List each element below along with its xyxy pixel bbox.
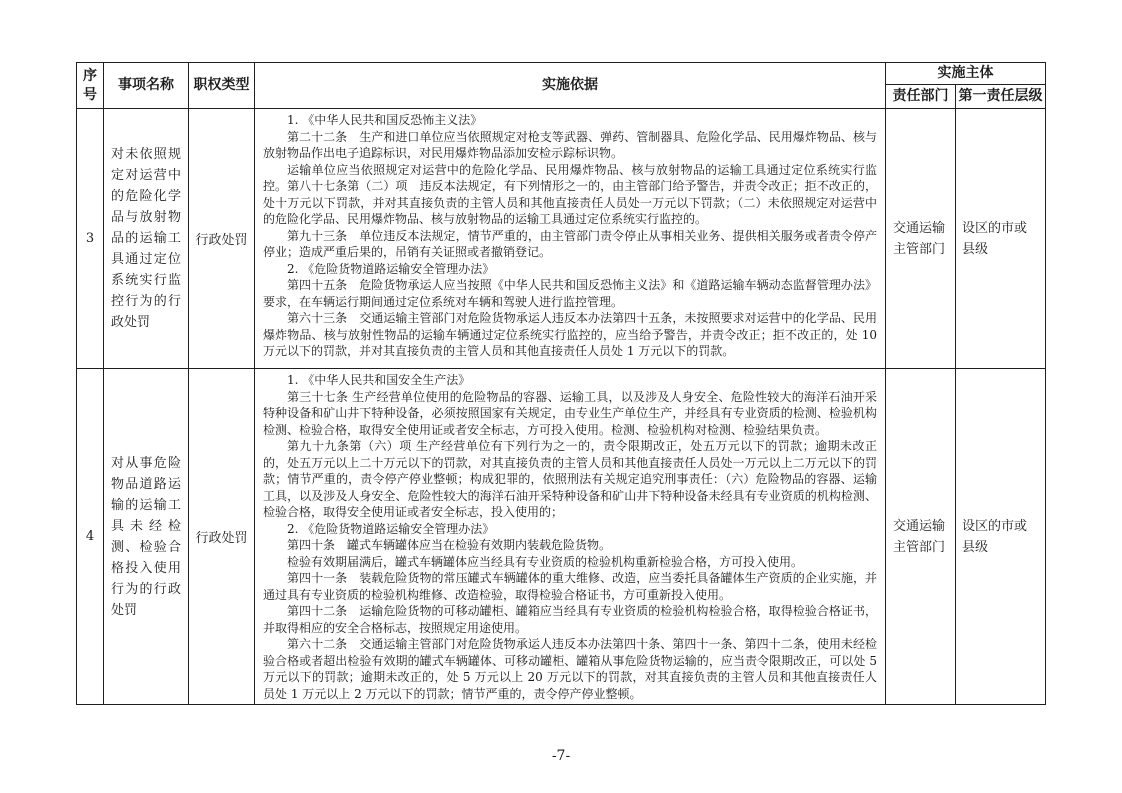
item-3-responsibility-level: 设区的市或县级 [956,109,1046,369]
header-row-top [77,63,1046,85]
item-4-implementation-basis [255,369,886,705]
table-row-item-4 [77,369,1046,705]
item-3-name: 对未依照规定对运营中的危险化学品与放射物品的运输工具通过定位系统实行监控行为的行政处罚 [104,109,189,369]
law-paragraph: 第六十三条 交通运输主管部门对危险货物承运人违反本办法第四十五条，未按照要求对运营中的化学品、民用爆炸物品、核与放射性物品的运输车辆通过定位系统实行监控的，应当给予警告，并责令改正；拒不改正的，处 10 万元以下的罚款，并对其直接负责的主管人员和其他直接责任人员处 1 万元以下的罚款。 [263,311,877,358]
law-paragraph: 第九十三条 单位违反本法规定，情节严重的，由主管部门责令停止从事相关业务、提供相关服务或者责令停产停业；造成严重后果的，吊销有关证照或者撤销登记。 [263,228,877,259]
law-paragraph: 检验有效期届满后，罐式车辆罐体应当经具有专业资质的检验机构重新检验合格，方可投入使用。 [287,554,804,569]
law-paragraph: 第四十五条 危险货物承运人应当按照《中华人民共和国反恐怖主义法》和《道路运输车辆动态监督管理办法》要求，在车辆运行期间通过定位系统对车辆和驾驶人进行监控管理。 [263,278,877,309]
law-paragraph: 第四十一条 装载危险货物的常压罐式车辆罐体的重大维修、改造，应当委托具备罐体生产资质的企业实施，并通过具有专业资质的检验机构维修、改造检验，取得检验合格证书，方可重新投入使用。 [263,571,877,602]
item-4-responsibility-level: 设区的市或县级 [956,369,1046,705]
column-header-item-name: 事项名称 [104,63,189,109]
law-paragraph: 2. 《危险货物道路运输安全管理办法》 [287,261,495,276]
law-paragraph: 第二十二条 生产和进口单位应当依照规定对枪支等武器、弹药、管制器具、危险化学品、民用爆炸物品、核与放射物品作出电子追踪标识，对民用爆炸物品添加安检示踪标识物。 [263,129,877,160]
table-row-item-3 [77,109,1046,369]
item-4-responsible-department: 交通运输主管部门 [886,369,956,705]
item-4-index: 4 [77,369,104,705]
page-number: -7- [551,748,571,764]
column-header-implementation-subject: 实施主体 [886,63,1046,85]
law-paragraph: 第四十二条 运输危险货物的可移动罐柜、罐箱应当经具有专业资质的检验机构检验合格，取得检验合格证书，并取得相应的安全合格标志，按照规定用途使用。 [263,604,877,635]
column-header-index: 序号 [77,63,104,109]
column-header-responsible-department: 责任部门 [886,85,956,109]
item-3-authority-type: 行政处罚 [189,109,255,369]
law-paragraph: 第六十二条 交通运输主管部门对危险货物承运人违反本办法第四十条、第四十一条、第四十二条，使用未经检验合格或者超出检验有效期的罐式车辆罐体、可移动罐柜、罐箱从事危险货物运输的，应当责令限期改正，可以处 5 万元以下的罚款；逾期未改正的，处 5 万元以上 20 万元以下的罚款，对其直接负责的主管人员和其他直接责任人员处 1 万元以上 2 万元以下的罚款；情节严重的，责令停产停业整顿。 [263,637,877,701]
item-4-name: 对从事危险物品道路运输的运输工具未经检测、检验合格投入使用行为的行政处罚 [104,369,189,705]
law-paragraph: 第三十七条 生产经营单位使用的危险物品的容器、运输工具，以及涉及人身安全、危险性较大的海洋石油开采特种设备和矿山井下特种设备，必须按照国家有关规定，由专业生产单位生产，并经具有专业资质的检测、检验机构检测、检验合格，取得安全使用证或者安全标志，方可投入使用。检测、检验机构对检测、检验结果负责。 [263,389,877,437]
item-4-authority-type: 行政处罚 [189,369,255,705]
law-paragraph: 1. 《中华人民共和国反恐怖主义法》 [287,113,483,127]
law-paragraph: 2. 《危险货物道路运输安全管理办法》 [287,521,495,536]
law-paragraph: 1. 《中华人民共和国安全生产法》 [287,373,471,387]
law-paragraph: 运输单位应当依照规定对运营中的危险化学品、民用爆炸物品、核与放射物品的运输工具通过定位系统实行监控。第八十七条第（二）项 违反本法规定，有下列情形之一的，由主管部门给予警告，并责令改正；拒不改正的，处十万元以下罚款，并对其直接负责的主管人员和其他直接责任人员处一万元以下罚款；（二）未依照规定对运营中的危险化学品、民用爆炸物品、核与放射物品的运输工具通过定位系统实行监控的。 [263,162,877,226]
authority-items-table [76,62,1046,705]
item-3-index: 3 [77,109,104,369]
item-3-responsible-department: 交通运输主管部门 [886,109,956,369]
law-paragraph: 第四十条 罐式车辆罐体应当在检验有效期内装载危险货物。 [287,538,612,552]
item-3-implementation-basis [255,109,886,369]
column-header-first-responsibility-level: 第一责任层级 [956,85,1046,109]
column-header-implementation-basis: 实施依据 [255,63,886,109]
law-paragraph: 第九十九条第（六）项 生产经营单位有下列行为之一的，责令限期改正，处五万元以下的罚款；逾期未改正的，处五万元以上二十万元以下的罚款，对其直接负责的主管人员和其他直接责任人员处一万元以上二万元以下的罚款；情节严重的，责令停产停业整顿；构成犯罪的，依照刑法有关规定追究刑事责任：（六）危险物品的容器、运输工具，以及涉及人身安全、危险性较大的海洋石油开采特种设备和矿山井下特种设备未经具有专业资质的机构检测、检验合格，取得安全使用证或者安全标志，投入使用的； [263,439,877,519]
column-header-authority-type: 职权类型 [189,63,255,109]
